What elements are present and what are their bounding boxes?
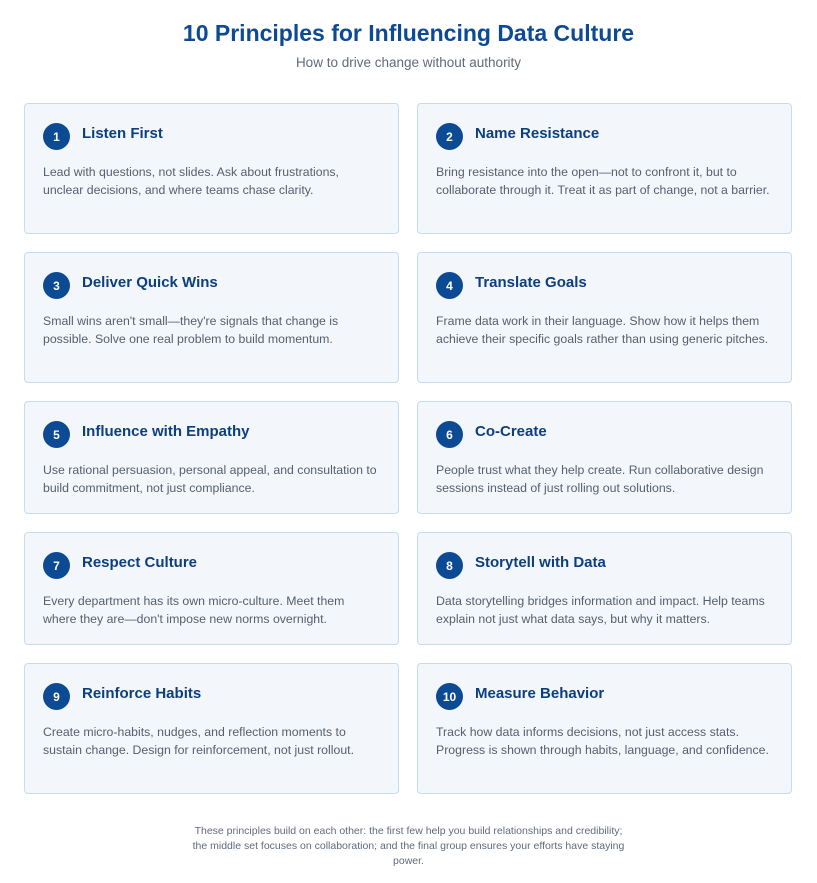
principle-number-badge: 1 [43, 123, 70, 150]
principle-title: Reinforce Habits [82, 684, 202, 702]
principle-number-badge: 9 [43, 683, 70, 710]
principle-card-header [43, 272, 380, 299]
principle-card-2 [417, 103, 792, 234]
page-title: 10 Principles for Influencing Data Culture [182, 20, 635, 46]
principle-card-6 [417, 401, 792, 514]
principle-title: Measure Behavior [475, 684, 605, 702]
principle-number-badge: 10 [436, 683, 463, 710]
principle-card-5 [24, 401, 399, 514]
principle-description: Frame data work in their language. Show how it helps them achieve their specific goals rather than using generic pitches. [436, 314, 769, 346]
principle-card-header [436, 683, 773, 710]
principle-description: Bring resistance into the open—not to confront it, but to collaborate through it. Treat it as part of change, not a barrier. [436, 165, 770, 197]
principle-description: People trust what they help create. Run collaborative design sessions instead of just rolling out solutions. [436, 463, 764, 495]
principle-description: Lead with questions, not slides. Ask about frustrations, unclear decisions, and where teams chase clarity. [43, 165, 339, 197]
principle-title: Name Resistance [475, 124, 600, 142]
principle-card-1 [24, 103, 399, 234]
principle-description: Data storytelling bridges information and impact. Help teams explain not just what data says, but why it matters. [436, 594, 765, 626]
principle-number-badge: 2 [436, 123, 463, 150]
principle-number-badge: 3 [43, 272, 70, 299]
principle-number-badge: 4 [436, 272, 463, 299]
principle-card-header [436, 272, 773, 299]
principle-card-header [43, 683, 380, 710]
principle-card-3 [24, 252, 399, 383]
principle-title: Storytell with Data [475, 553, 606, 571]
principle-card-header [436, 552, 773, 579]
principle-title: Listen First [82, 124, 163, 142]
principle-description: Create micro-habits, nudges, and reflection moments to sustain change. Design for reinforcement, not just rollout. [43, 725, 355, 757]
principle-card-header [43, 421, 380, 448]
principle-card-header [43, 123, 380, 150]
principle-card-10 [417, 663, 792, 794]
principle-number-badge: 8 [436, 552, 463, 579]
page-subtitle: How to drive change without authority [295, 55, 522, 70]
footer-note: These principles build on each other: the first few help you build relationships and credibility; the middle set focuses on collaboration; and the final group ensures your efforts have staying power. [192, 825, 625, 867]
principle-description: Use rational persuasion, personal appeal, and consultation to build commitment, not just compliance. [43, 463, 377, 495]
principle-title: Respect Culture [82, 553, 198, 571]
principle-card-header [436, 123, 773, 150]
principle-description: Small wins aren't small—they're signals that change is possible. Solve one real problem to build momentum. [43, 314, 339, 346]
principle-number-badge: 5 [43, 421, 70, 448]
principle-title: Deliver Quick Wins [82, 273, 218, 291]
principle-number-badge: 6 [436, 421, 463, 448]
principle-card-4 [417, 252, 792, 383]
principle-card-7 [24, 532, 399, 645]
principle-description: Every department has its own micro-culture. Meet them where they are—don't impose new norms overnight. [43, 594, 345, 626]
principle-card-9 [24, 663, 399, 794]
principle-description: Track how data informs decisions, not just access stats. Progress is shown through habits, language, and confidence. [436, 725, 769, 757]
principle-number-badge: 7 [43, 552, 70, 579]
principle-card-header [43, 552, 380, 579]
principles-grid [24, 103, 792, 794]
principle-card-header [436, 421, 773, 448]
principle-title: Translate Goals [475, 273, 587, 291]
principle-card-8 [417, 532, 792, 645]
principle-title: Co-Create [475, 422, 547, 440]
principle-title: Influence with Empathy [82, 422, 250, 440]
